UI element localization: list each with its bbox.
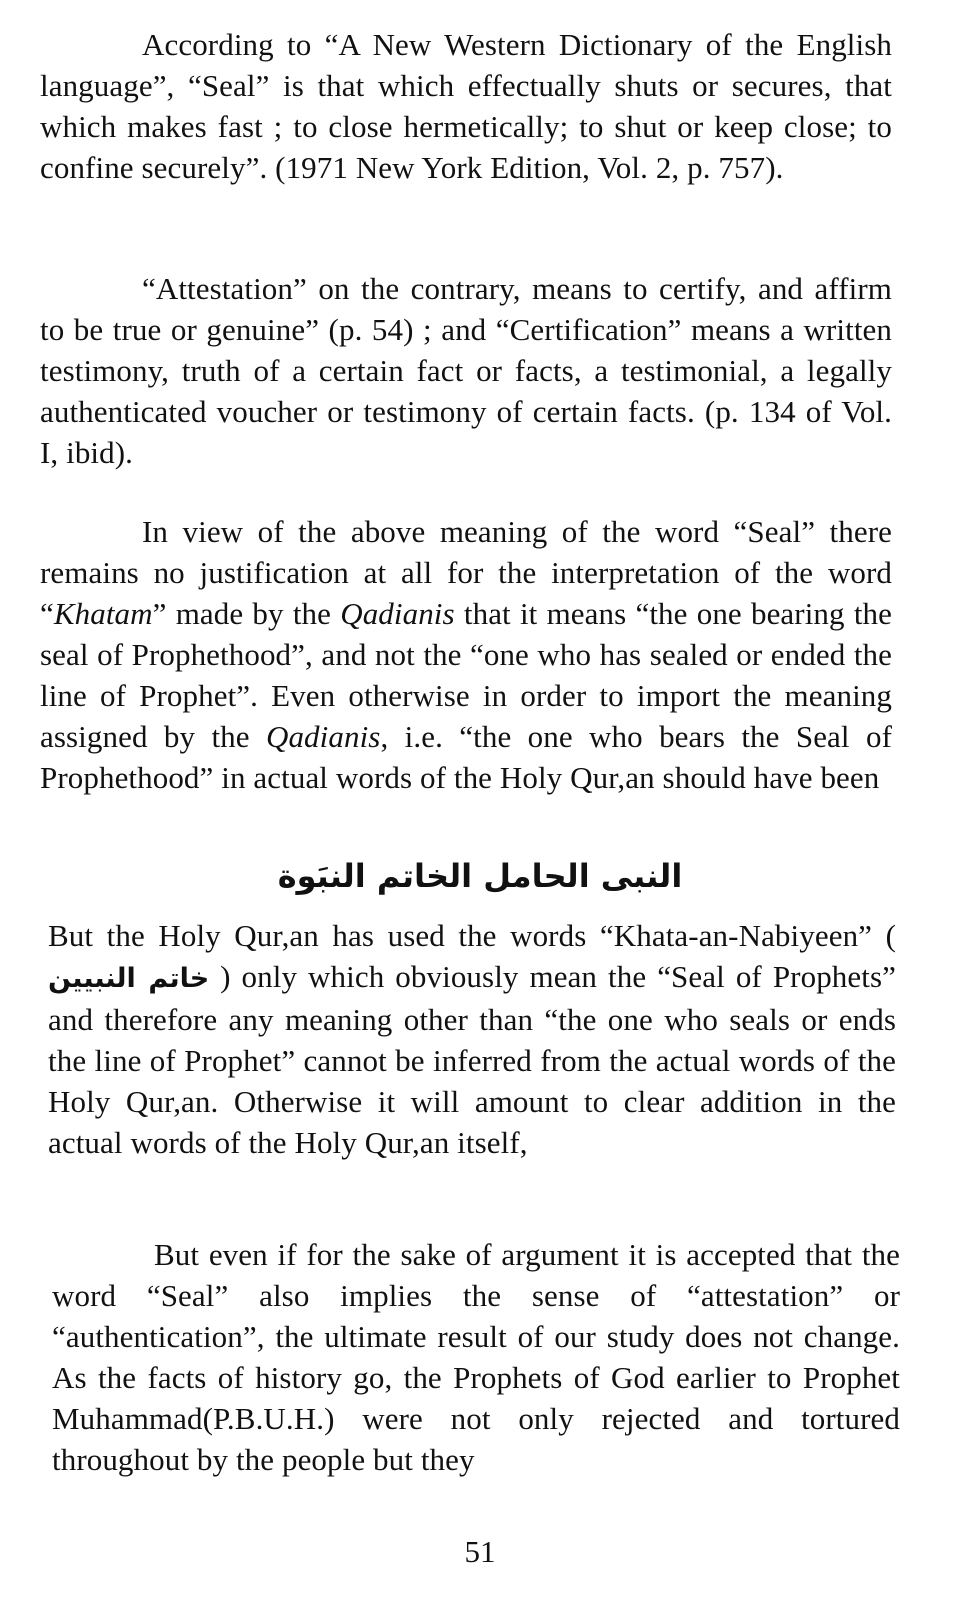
- text-segment: But the Holy Qur,an has used the words “Khata-an-Nabiyeen” (: [48, 918, 896, 953]
- paragraph-khata-an-nabiyeen: [48, 915, 896, 1163]
- paragraph-argument: [52, 1234, 900, 1480]
- term-qadianis: Qadianis: [340, 596, 455, 631]
- paragraph-text: According to “A New Western Dictionary of the English language”, “Seal” is that which effectually shuts or secures, that which makes fast ; to close hermetically; to shut or keep close; to confine securely”. (1971 New York Edition, Vol. 2, p. 757).: [40, 27, 892, 185]
- paragraph-text: But even if for the sake of argument it is accepted that the word “Seal” also implies the sense of “attestation” or “authentication”, the ultimate result of our study does not change. As the facts of history go, the Prophets of God earlier to Prophet Muhammad(P.B.U.H.) were not only rejected and tortured throughout by the people but they: [52, 1237, 900, 1477]
- text-segment: that it means “the one bearing the seal of Prophethood”, and not the “one who has sealed or ended the line of Prophet”. Even otherwise in order to import the meaning assigned by the: [40, 596, 892, 754]
- paragraph-text: “Attestation” on the contrary, means to certify, and affirm to be true or genuine” (p. 54) ; and “Certification” means a written testimony, truth of a certain fact or facts, a testimonial, a legally authenticated voucher or testimony of certain facts. (p. 134 of Vol. I, ibid).: [40, 271, 892, 470]
- paragraph-text: [40, 511, 892, 798]
- term-qadianis: Qadianis: [265, 719, 381, 754]
- text-segment: , i.e. “the one who bears the Seal of Prophethood” in actual words of the Holy Qur,an should have been: [40, 719, 892, 795]
- paragraph-khatam-interpretation: [40, 511, 892, 798]
- page-number: 51: [464, 1534, 496, 1569]
- text-segment: In view of the above meaning of the word “Seal” there remains no justification at all for the interpretation of the word “: [40, 514, 892, 631]
- text-segment: ” made by the: [152, 596, 341, 631]
- paragraph-seal-definition: [40, 24, 892, 188]
- paragraph-attestation-definition: [40, 268, 892, 473]
- term-khatam: Khatam: [53, 596, 153, 631]
- text-segment: ) only which obviously mean the “Seal of Prophets” and therefore any meaning other than “the one who seals or ends the line of Prophet” cannot be inferred from the actual words of the Holy Qur,an. Otherwise it will amount to clear addition in the actual words of the Holy Qur,an itself,: [48, 959, 896, 1160]
- arabic-inline-term: خاتم النبيين: [48, 963, 210, 994]
- arabic-phrase: النبى الحامل الخاتم النبَوة: [277, 857, 683, 895]
- paragraph-text: [48, 915, 896, 1163]
